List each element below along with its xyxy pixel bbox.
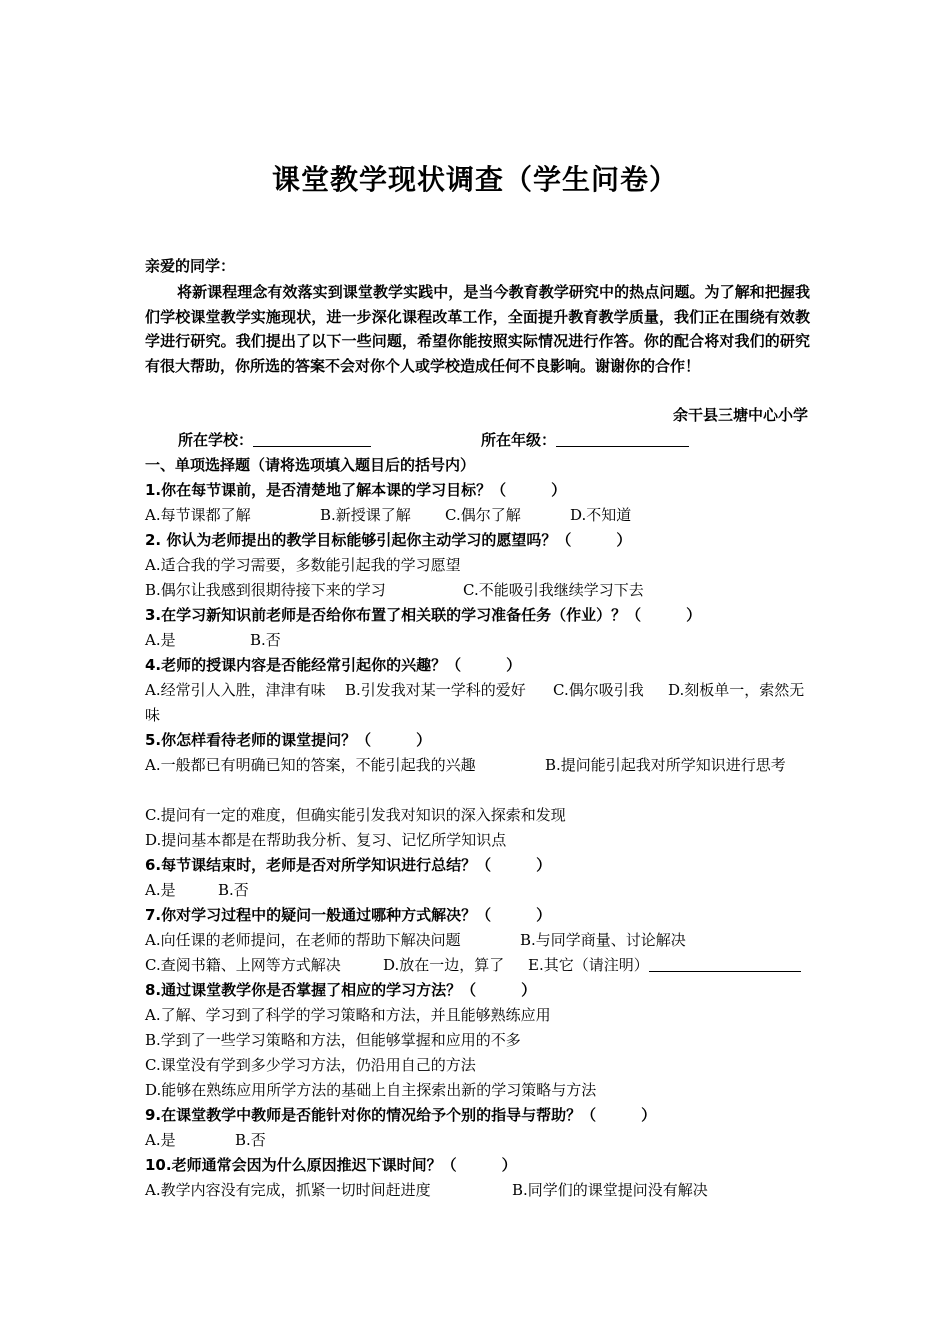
q6-option-b[interactable]: B.否 [218,881,249,899]
page-title: 课堂教学现状调查（学生问卷） [271,163,678,196]
q1-option-a[interactable]: A.每节课都了解 [145,506,251,524]
q7-option-c[interactable]: C.查阅书籍、上网等方式解决 [145,956,341,974]
question-9: 9.在课堂教学中教师是否能针对你的情况给予个别的指导与帮助？（ ） [145,1106,657,1124]
section-heading: 一、单项选择题（请将选项填入题目后的括号内） [145,456,476,474]
q7-option-a[interactable]: A.向任课的老师提问，在老师的帮助下解决问题 [145,931,461,949]
intro-paragraph: 将新课程理念有效落实到课堂教学实践中，是当今教育教学研究中的热点问题。为了解和把握我们学校课堂教学实施现状，进一步深化课程改革工作，全面提升教育教学质量，我们正在围绕有效教学进行研究。我们提出了以下一些问题，希望你能按照实际情况进行作答。你的配合将对我们的研究有很大帮助，你所选的答案不会对你个人或学校造成任何不良影响。谢谢你的合作！ [145,283,810,375]
question-4: 4.老师的授课内容是否能经常引起你的兴趣？（ ） [145,656,522,674]
question-6: 6.每节课结束时，老师是否对所学知识进行总结？（ ） [145,856,552,874]
question-7: 7.你对学习过程中的疑问一般通过哪种方式解决？（ ） [145,906,552,924]
q7-option-e-label: E.其它（请注明） [528,956,649,974]
q3-option-b[interactable]: B.否 [250,631,281,649]
question-2: 2. 你认为老师提出的教学目标能够引起你主动学习的愿望吗？（ ） [145,531,632,549]
grade-field [481,430,689,450]
q1-option-d[interactable]: D.不知道 [570,506,632,524]
school-input-line[interactable] [253,430,371,447]
q4-option-c[interactable]: C.偶尔吸引我 [553,681,644,699]
question-8: 8.通过课堂教学你是否掌握了相应的学习方法？（ ） [145,981,537,999]
q1-option-c[interactable]: C.偶尔了解 [445,506,521,524]
q4-option-d[interactable]: D.刻板单一，索然无味 [145,681,805,724]
q3-option-a[interactable]: A.是 [145,631,176,649]
q2-option-a[interactable]: A.适合我的学习需要，多数能引起我的学习愿望 [145,556,461,574]
q8-option-b[interactable]: B.学到了一些学习策略和方法，但能够掌握和应用的不多 [145,1031,521,1049]
q5-option-d[interactable]: D.提问基本都是在帮助我分析、复习、记忆所学知识点 [145,831,507,849]
question-10: 10.老师通常会因为什么原因推迟下课时间？（ ） [145,1156,517,1174]
grade-label: 所在年级： [481,431,557,449]
q1-option-b[interactable]: B.新授课了解 [320,506,411,524]
q7-option-b[interactable]: B.与同学商量、讨论解决 [520,931,686,949]
q8-option-c[interactable]: C.课堂没有学到多少学习方法，仍沿用自己的方法 [145,1056,476,1074]
school-field [178,430,371,450]
q7-option-e[interactable] [528,955,801,975]
q7-option-d[interactable]: D.放在一边，算了 [383,956,505,974]
q9-option-b[interactable]: B.否 [235,1131,266,1149]
question-5: 5.你怎样看待老师的课堂提问？（ ） [145,731,432,749]
q4-option-a[interactable]: A.经常引人入胜，津津有味 [145,681,326,699]
q5-option-c[interactable]: C.提问有一定的难度，但确实能引发我对知识的深入探索和发现 [145,806,566,824]
question-1: 1.你在每节课前，是否清楚地了解本课的学习目标？（ ） [145,481,567,499]
q6-option-a[interactable]: A.是 [145,881,176,899]
q5-option-a[interactable]: A.一般都已有明确已知的答案，不能引起我的兴趣 [145,756,476,774]
q2-option-c[interactable]: C.不能吸引我继续学习下去 [463,581,644,599]
question-3: 3.在学习新知识前老师是否给你布置了相关联的学习准备任务（作业）？（ ） [145,606,702,624]
q5-option-b[interactable]: B.提问能引起我对所学知识进行思考 [545,756,786,774]
q4-option-b[interactable]: B.引发我对某一学科的爱好 [345,681,526,699]
q10-option-b[interactable]: B.同学们的课堂提问没有解决 [512,1181,708,1199]
q8-option-a[interactable]: A.了解、学习到了科学的学习策略和方法，并且能够熟练应用 [145,1006,551,1024]
q8-option-d[interactable]: D.能够在熟练应用所学方法的基础上自主探索出新的学习策略与方法 [145,1081,597,1099]
school-label: 所在学校： [178,431,254,449]
grade-input-line[interactable] [556,430,689,447]
q9-option-a[interactable]: A.是 [145,1131,176,1149]
greeting: 亲爱的同学： [145,257,236,275]
school-signature: 余干县三塘中心小学 [672,406,808,424]
q10-option-a[interactable]: A.教学内容没有完成，抓紧一切时间赶进度 [145,1181,431,1199]
q7-other-input-line[interactable] [649,955,801,972]
q2-option-b[interactable]: B.偶尔让我感到很期待接下来的学习 [145,581,386,599]
